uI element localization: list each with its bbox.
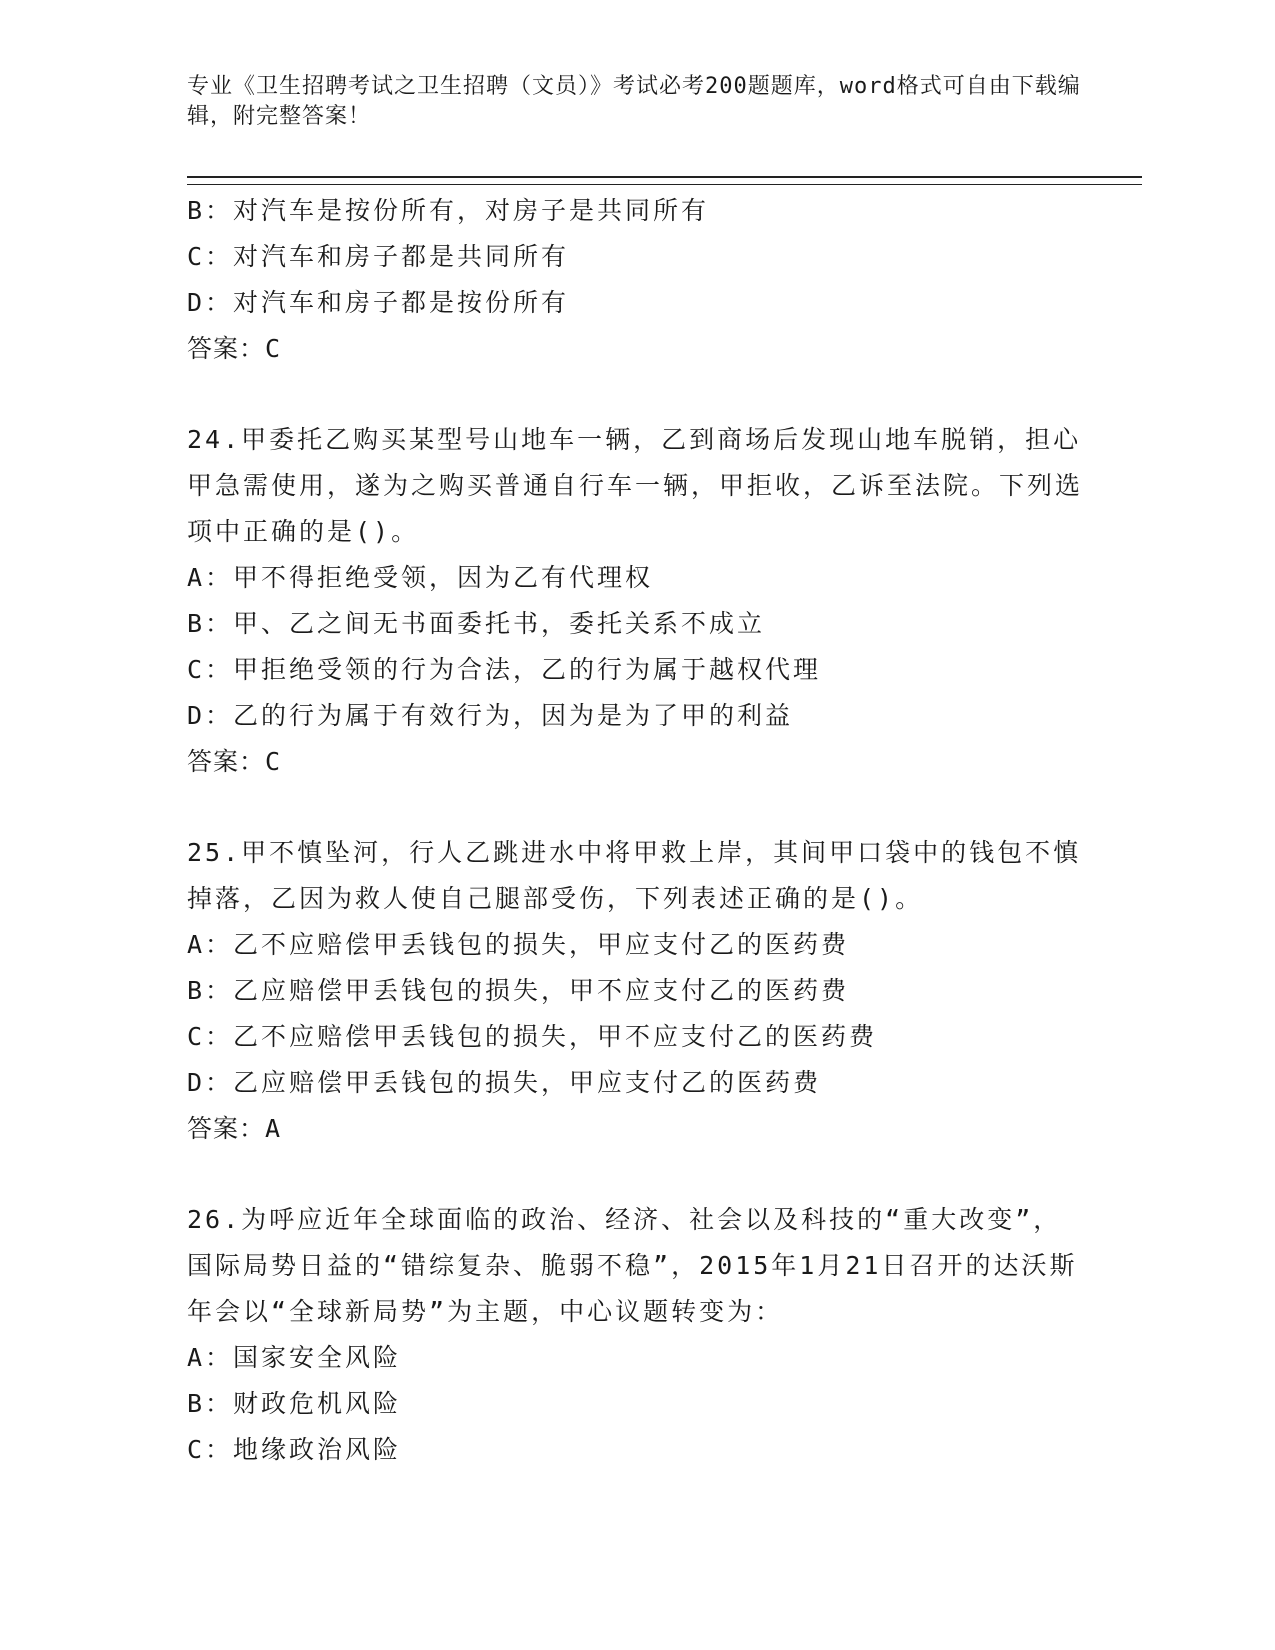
question-stem: 24.甲委托乙购买某型号山地车一辆，乙到商场后发现山地车脱销，担心甲急需使用，遂为之购买普通自行车一辆，甲拒收，乙诉至法院。下列选项中正确的是()。: [187, 425, 1084, 546]
option-b: B：甲、乙之间无书面委托书，委托关系不成立: [187, 609, 766, 638]
option-a: A：甲不得拒绝受领，因为乙有代理权: [187, 563, 654, 592]
option-c: C：甲拒绝受领的行为合法，乙的行为属于越权代理: [187, 655, 822, 684]
document-header: 专业《卫生招聘考试之卫生招聘（文员）》考试必考200题题库，word格式可自由下载编辑，附完整答案！: [187, 74, 1081, 129]
option-c: C：地缘政治风险: [187, 1435, 402, 1464]
option-d: D：对汽车和房子都是按份所有: [187, 288, 570, 317]
option-a: A：国家安全风险: [187, 1343, 402, 1372]
question-24: [187, 417, 1087, 785]
answer: 答案：C: [187, 747, 282, 776]
question-stem: 25.甲不慎坠河，行人乙跳进水中将甲救上岸，其间甲口袋中的钱包不慎掉落，乙因为救人使自己腿部受伤，下列表述正确的是()。: [187, 838, 1082, 913]
option-b: B：乙应赔偿甲丢钱包的损失，甲不应支付乙的医药费: [187, 976, 850, 1005]
option-a: A：乙不应赔偿甲丢钱包的损失，甲应支付乙的医药费: [187, 930, 850, 959]
answer: 答案：A: [187, 1114, 282, 1143]
header-divider: [187, 176, 1142, 185]
option-d: D：乙应赔偿甲丢钱包的损失，甲应支付乙的医药费: [187, 1068, 822, 1097]
question-list: [187, 188, 1087, 1473]
question-26: [187, 1197, 1087, 1473]
answer: 答案：C: [187, 334, 282, 363]
option-d: D：乙的行为属于有效行为，因为是为了甲的利益: [187, 701, 794, 730]
question-stem: 26.为呼应近年全球面临的政治、经济、社会以及科技的“重大改变”，国际局势日益的“错综复杂、脆弱不稳”，2015年1月21日召开的达沃斯年会以“全球新局势”为主题，中心议题转变为：: [187, 1205, 1078, 1326]
option-b: B：财政危机风险: [187, 1389, 402, 1418]
option-b: B：对汽车是按份所有，对房子是共同所有: [187, 196, 710, 225]
question-23-continued: [187, 188, 1087, 372]
question-25: [187, 830, 1087, 1152]
option-c: C：对汽车和房子都是共同所有: [187, 242, 570, 271]
option-c: C：乙不应赔偿甲丢钱包的损失，甲不应支付乙的医药费: [187, 1022, 878, 1051]
